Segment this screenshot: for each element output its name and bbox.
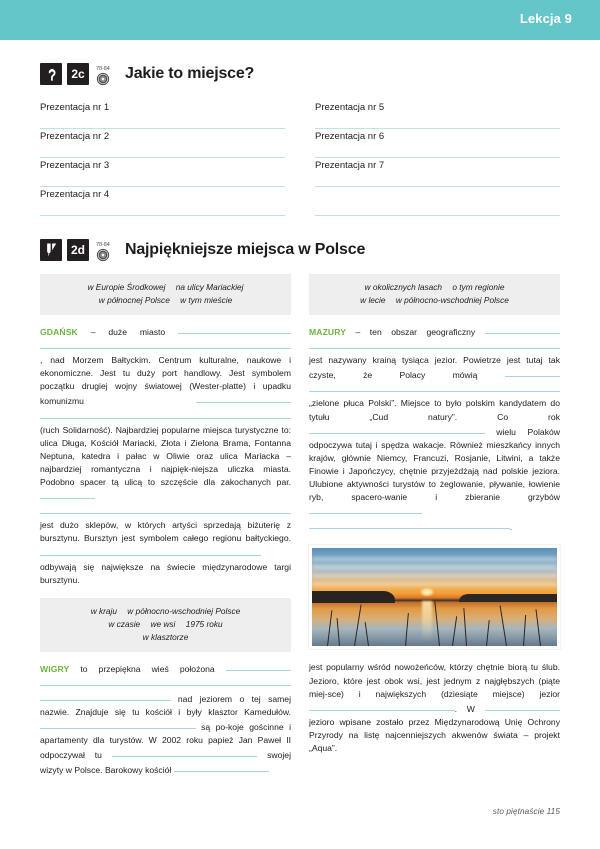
wordbank-word: w północno-wschodniej Polsce <box>127 605 241 616</box>
exercise-number-2c: 2c <box>67 63 89 85</box>
answer-blank[interactable] <box>115 546 261 556</box>
answer-blank[interactable] <box>309 504 422 514</box>
presentation-item[interactable]: Prezentacja nr 2 <box>40 129 285 158</box>
wordbank-word: o tym regionie <box>452 282 505 292</box>
page-header-band <box>0 0 600 40</box>
answer-blank[interactable] <box>309 701 455 711</box>
pen-icon <box>40 239 62 261</box>
treeline-right <box>459 594 557 602</box>
wordbank-word: w północnej Polsce <box>98 295 170 305</box>
wordbank-line <box>48 605 283 618</box>
keyword-gdansk: GDAŃSK <box>40 327 78 337</box>
answer-blank[interactable] <box>309 382 560 392</box>
wordbank-line <box>48 618 283 631</box>
exercise-2d-heading <box>40 238 560 262</box>
wigry-paragraph <box>40 661 291 778</box>
sunset-over-lake-photo <box>312 548 557 646</box>
sun <box>420 587 434 596</box>
answer-blank[interactable] <box>40 489 95 499</box>
photo-frame <box>309 545 560 649</box>
exercise-2c-heading <box>40 62 560 86</box>
presentation-item[interactable]: Prezentacja nr 5 <box>315 100 560 129</box>
wordbank-word: w Europie Środkowej <box>87 282 166 292</box>
column-right <box>309 274 560 778</box>
answer-blank[interactable] <box>485 324 560 334</box>
presentation-column-left <box>40 100 285 216</box>
presentation-item[interactable]: Prezentacja nr 7 <box>315 158 560 187</box>
exercise-2d-title: Najpiękniejsze miejsca w Polsce <box>125 241 366 258</box>
wordbank-left-2 <box>40 598 291 652</box>
audio-track-range-2c: 78-84 <box>96 66 110 72</box>
sun-reflection <box>422 601 432 641</box>
wordbank-right-1 <box>309 274 560 315</box>
two-column-body <box>40 274 560 778</box>
presentation-item-empty <box>315 187 560 216</box>
answer-blank[interactable] <box>505 367 560 377</box>
audio-track-range-2d: 78-84 <box>96 242 110 248</box>
exercise-2c-title: Jakie to miejsce? <box>125 65 255 82</box>
answer-blank[interactable] <box>309 519 510 529</box>
wordbank-word: w okolicznych lasach <box>364 282 443 292</box>
answer-blank[interactable] <box>40 546 115 556</box>
answer-blank[interactable] <box>112 747 258 757</box>
audio-track-marker-2c <box>96 62 110 86</box>
wordbank-word: w tym mieście <box>180 295 233 305</box>
presentation-item[interactable]: Prezentacja nr 3 <box>40 158 285 187</box>
wigry-text-4: swojej wizyty w Polsce. Barokowy kościół <box>40 750 291 776</box>
wordbank-line <box>317 294 552 307</box>
gdansk-paragraph <box>40 324 291 587</box>
wigry-text-3: są po-koje gościnne i apartamenty dla turystów. W 2002 roku papież Jan Paweł II odpoczywał tu <box>40 722 291 761</box>
presentation-item[interactable]: Prezentacja nr 6 <box>315 129 560 158</box>
answer-blank[interactable] <box>40 676 291 686</box>
ear-icon <box>40 63 62 85</box>
presentation-column-right <box>315 100 560 216</box>
answer-blank[interactable] <box>196 393 291 403</box>
wigry-text-1: to przepiękna wieś położona <box>69 663 226 674</box>
presentation-item[interactable]: Prezentacja nr 1 <box>40 100 285 129</box>
presentation-item[interactable]: Prezentacja nr 4 <box>40 187 285 216</box>
answer-blank[interactable] <box>309 424 485 434</box>
cd-icon <box>96 72 110 86</box>
wordbank-line <box>48 281 283 294</box>
wordbank-line <box>48 294 283 307</box>
wordbank-word: w klasztorze <box>142 631 189 642</box>
answer-blank[interactable] <box>226 661 291 671</box>
wigry-continuation-paragraph <box>309 661 560 755</box>
answer-blank[interactable] <box>174 762 269 772</box>
mazury-paragraph <box>309 324 560 534</box>
right-tail-text-2: . W <box>454 703 485 714</box>
wordbank-word: w kraju <box>90 605 117 616</box>
answer-blank[interactable] <box>485 701 560 711</box>
wordbank-word: w północno-wschodniej Polsce <box>395 295 509 305</box>
answer-blank[interactable] <box>40 409 291 419</box>
presentation-list <box>40 100 560 216</box>
answer-blank[interactable] <box>178 324 291 334</box>
mazury-text-4: wielu Polaków odpoczywa tutaj i spędza wakacje. Również mieszkańcy innych krajów, głównie Niemcy, Francuzi, Rosjanie, Litwini, a także Finowie i Japończycy, chętnie przyjeżdżają nad polskie jeziora. Ulubione aktywności turystów to żeglowanie, pływanie, łowienie ryb, spacero-wanie i zbieranie grzybów <box>309 426 560 503</box>
page-footer: sto piętnaście 115 <box>492 807 560 816</box>
answer-blank[interactable] <box>40 691 171 701</box>
column-left <box>40 274 291 778</box>
wordbank-word: 1975 roku <box>185 618 223 629</box>
keyword-wigry: WIGRY <box>40 663 70 674</box>
answer-blank[interactable] <box>40 504 291 514</box>
mazury-text-1: – ten obszar geograficzny <box>346 327 485 337</box>
gdansk-text-2: , nad Morzem Bałtyckim. Centrum kulturalne, naukowe i ekonomiczne. Jest tu duży port handlowy. Jest symbolem początku drugiej wojny światowej (Wester-platte) i upadku komunizmu <box>40 355 291 407</box>
exercise-number-2d: 2d <box>67 239 89 261</box>
lesson-label: Lekcja 9 <box>519 11 572 26</box>
gdansk-text-5: odbywają się największe na świecie międzynarodowe targi bursztynu. <box>40 561 291 585</box>
wordbank-word: w lecie <box>360 295 386 305</box>
keyword-mazury: MAZURY <box>309 327 347 337</box>
treeline-left <box>312 591 395 603</box>
wordbank-line <box>317 281 552 294</box>
wordbank-left-1 <box>40 274 291 315</box>
wordbank-line <box>48 631 283 644</box>
mazury-text-5: . <box>509 522 513 533</box>
answer-blank[interactable] <box>40 339 291 349</box>
gdansk-text-1: – duże miasto <box>77 327 179 337</box>
right-tail-text-1: jest popularny wśród nowożeńców, którzy chętnie biorą tu ślub. Jezioro, które jest obok wsi, jest jednym z najgłębszych (piąte miej-sce) i największych (dziesiąte miejsce) jezior <box>309 662 560 699</box>
gdansk-text-3: (ruch Solidarność). Najbardziej popularne miejsca turystyczne to: ulica Długa, Kościół Mariacki, Złota i Zielona Brama, Fontanna Neptuna, katedra i pałac w Oliwie oraz ulica Mariacka – najbardziej romantyczna i najpięk-niejsza uliczka miasta. Podobno spacer tą ulicą to szczęście dla zakochanych par. <box>40 424 291 488</box>
mazury-text-3: „zielone płuca Polski”. Miejsce to było polskim kandydatem do tytułu „Cud natury”. Co rok <box>309 398 560 422</box>
audio-track-marker-2d <box>96 238 110 262</box>
wordbank-word: na ulicy Mariackiej <box>175 282 244 292</box>
cd-icon <box>96 248 110 262</box>
wigry-text-2: nad jeziorem o tej samej nazwie. Znajduje się tu kościół i były klasztor Kamedułów. <box>40 693 291 718</box>
gdansk-text-4: jest dużo sklepów, w których artyści sprzedają biżuterię z bursztynu. Bursztyn jest symbolem całego regionu bałtyckiego. <box>40 520 291 544</box>
wordbank-word: we wsi <box>150 618 176 629</box>
wordbank-word: w czasie <box>108 618 141 629</box>
page-content <box>0 40 600 849</box>
answer-blank[interactable] <box>40 719 196 729</box>
answer-blank[interactable] <box>309 339 560 349</box>
right-tail-text-3: jezioro wpisane zostało przez Międzynarodową Unię Ochrony Przyrody na listę najcenniejszych akwenów świata – projekt „Aqua”. <box>309 716 560 753</box>
mazury-text-2: jest nazywany krainą tysiąca jezior. Powietrze jest tutaj tak czyste, że Polacy mówią <box>309 355 560 381</box>
